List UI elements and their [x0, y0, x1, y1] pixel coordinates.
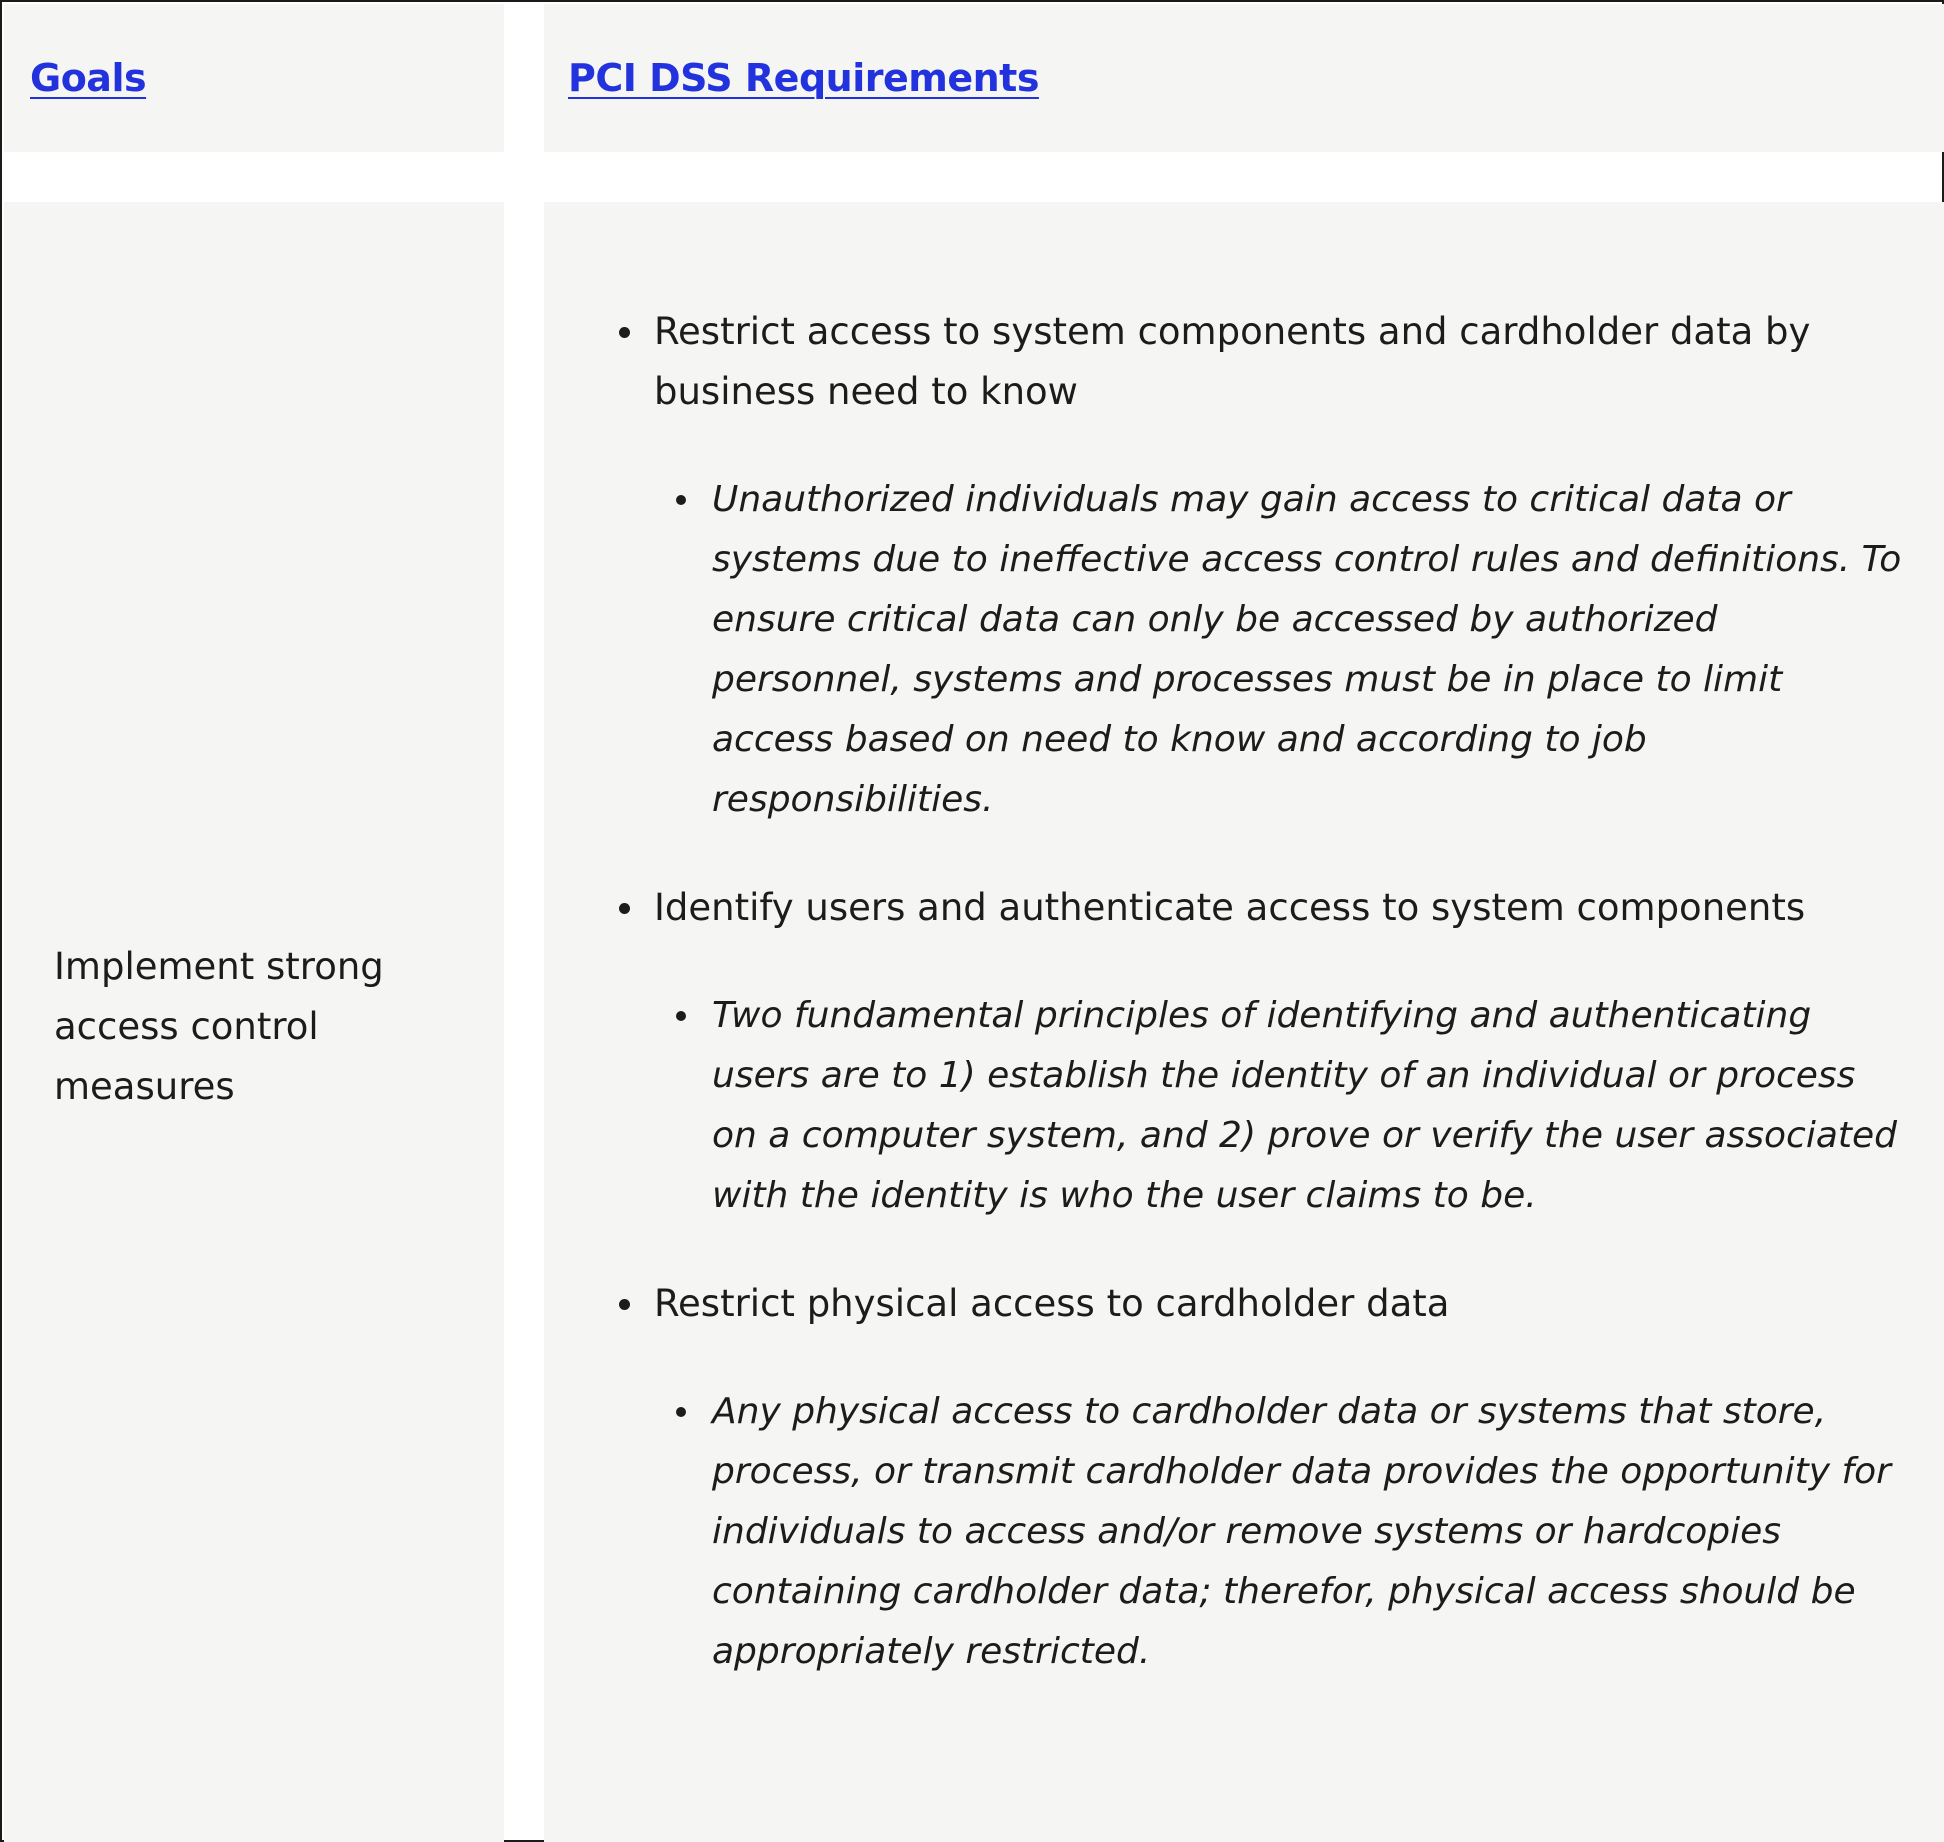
requirements-cell	[544, 202, 1944, 1842]
goal-cell	[4, 202, 504, 1842]
requirement-description: Two fundamental principles of identifying and authenticating users are to 1) establish the identity of an individual or process on a computer system, and 2) prove or verify the user associated with the identity is who the user claims to be.	[712, 995, 1898, 1216]
requirement-item	[544, 878, 1944, 1226]
goal-text: Implement strong access control measures	[54, 945, 384, 1108]
bullet-icon	[619, 327, 630, 338]
bullet-icon	[676, 1011, 686, 1021]
requirement-description: Unauthorized individuals may gain access to critical data or systems due to ineffective access control rules and definitions. To ensure critical data can only be accessed by authorized personnel, systems and processes must be in place to limit access based on need to know and according to job responsibilities.	[712, 479, 1902, 820]
requirement-title: Restrict access to system components and cardholder data by business need to know	[654, 310, 1811, 413]
bullet-icon	[619, 903, 630, 914]
requirement-title: Restrict physical access to cardholder data	[654, 1282, 1450, 1325]
requirement-item	[544, 1274, 1944, 1682]
header-cell-goals	[4, 4, 504, 152]
bullet-icon	[619, 1299, 630, 1310]
requirements-list	[544, 302, 1944, 1730]
requirement-description-item	[654, 1382, 1904, 1682]
pci-dss-requirements-header-link[interactable]: PCI DSS Requirements	[568, 56, 1039, 100]
requirement-description: Any physical access to cardholder data or systems that store, process, or transmit cardholder data provides the opportunity for individuals to access and/or remove systems or hardcopies containing cardholder data; therefor, physical access should be appropriately restricted.	[712, 1391, 1891, 1672]
requirement-description-item	[654, 470, 1904, 830]
bullet-icon	[676, 495, 686, 505]
header-cell-requirements	[544, 4, 1944, 152]
goals-header-link[interactable]: Goals	[30, 56, 147, 100]
requirement-item	[544, 302, 1944, 830]
requirement-description-item	[654, 986, 1904, 1226]
requirement-title: Identify users and authenticate access to system components	[654, 886, 1806, 929]
bullet-icon	[676, 1407, 686, 1417]
